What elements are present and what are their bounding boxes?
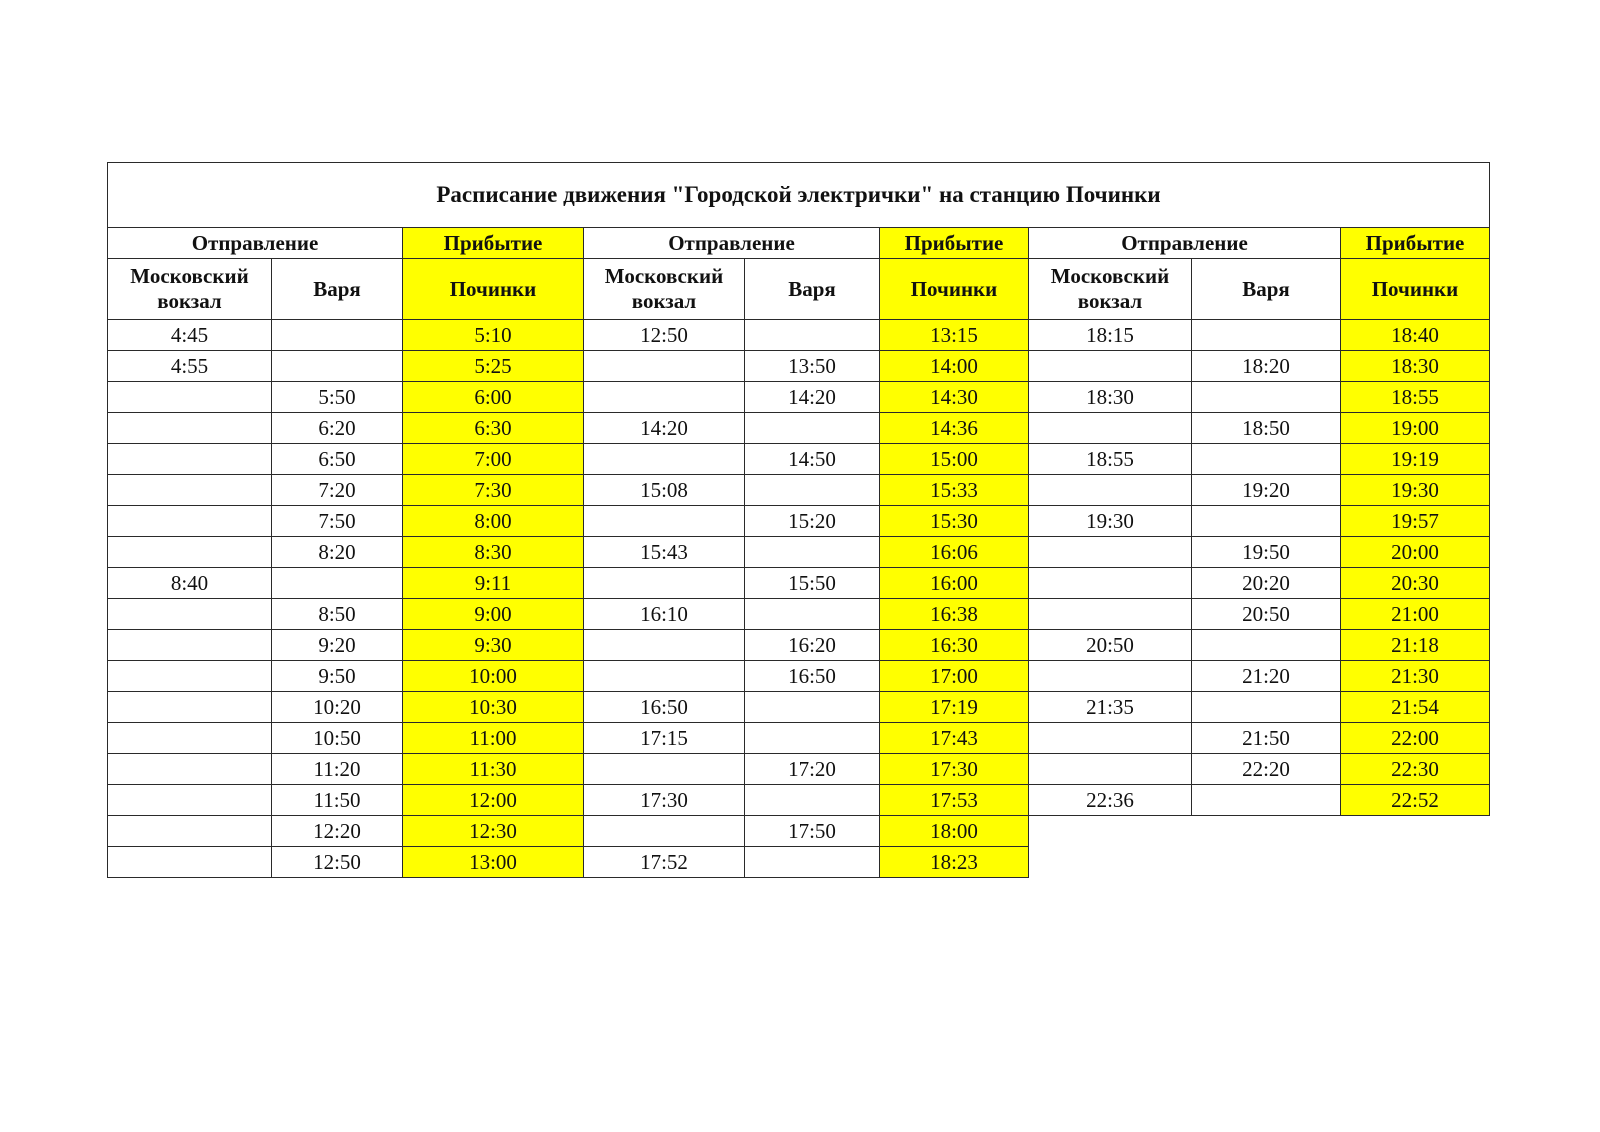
varya-cell: [745, 537, 880, 568]
departure-header-2: Отправление: [584, 228, 880, 259]
varya-cell: 7:20: [272, 475, 403, 506]
arrival-cell: 11:00: [403, 723, 584, 754]
station-header-row: [108, 259, 1490, 320]
varya-cell: [745, 847, 880, 878]
arrival-cell: 17:43: [880, 723, 1029, 754]
moscow-cell: 17:15: [584, 723, 745, 754]
varya-cell: 22:20: [1192, 754, 1341, 785]
varya-cell: [1192, 382, 1341, 413]
arrival-header-1: Прибытие: [403, 228, 584, 259]
moscow-cell: [108, 599, 272, 630]
moscow-cell: 18:55: [1029, 444, 1192, 475]
arrival-cell: 13:15: [880, 320, 1029, 351]
arrival-cell: 17:53: [880, 785, 1029, 816]
arrival-header-2: Прибытие: [880, 228, 1029, 259]
table-row: [108, 661, 1490, 692]
arrival-cell: 19:57: [1341, 506, 1490, 537]
varya-cell: [745, 413, 880, 444]
moscow-cell: 17:30: [584, 785, 745, 816]
moscow-line1: Московский: [130, 264, 249, 288]
varya-cell: 11:20: [272, 754, 403, 785]
varya-cell: 12:20: [272, 816, 403, 847]
moscow-cell: 8:40: [108, 568, 272, 599]
varya-cell: [1192, 320, 1341, 351]
varya-cell: 10:20: [272, 692, 403, 723]
varya-cell: 8:50: [272, 599, 403, 630]
moscow-cell: [108, 537, 272, 568]
moscow-cell: [1029, 537, 1192, 568]
varya-cell: [272, 568, 403, 599]
arrival-cell: 9:00: [403, 599, 584, 630]
moscow-cell: [108, 847, 272, 878]
arrival-cell: 22:30: [1341, 754, 1490, 785]
moscow-cell: [584, 816, 745, 847]
arrival-cell: 16:06: [880, 537, 1029, 568]
station-header-moscow-3: [1029, 259, 1192, 320]
moscow-cell: [108, 816, 272, 847]
moscow-cell: [1029, 413, 1192, 444]
arrival-cell: 11:30: [403, 754, 584, 785]
moscow-cell: 19:30: [1029, 506, 1192, 537]
arrival-cell: 13:00: [403, 847, 584, 878]
moscow-cell: [584, 382, 745, 413]
table-row: [108, 723, 1490, 754]
station-header-moscow-1: [108, 259, 272, 320]
station-header-varya-3: Варя: [1192, 259, 1341, 320]
varya-cell: [272, 351, 403, 382]
table-row: [108, 599, 1490, 630]
station-header-pochinki-2: Починки: [880, 259, 1029, 320]
arrival-cell: 6:30: [403, 413, 584, 444]
moscow-cell: [1029, 661, 1192, 692]
varya-cell: 10:50: [272, 723, 403, 754]
table-row: [108, 506, 1490, 537]
varya-cell: [745, 785, 880, 816]
arrival-cell: 7:30: [403, 475, 584, 506]
arrival-cell: 21:18: [1341, 630, 1490, 661]
arrival-cell: 18:00: [880, 816, 1029, 847]
table-row: [108, 444, 1490, 475]
varya-cell: 17:50: [745, 816, 880, 847]
moscow-cell: [108, 444, 272, 475]
arrival-cell: 20:00: [1341, 537, 1490, 568]
moscow-cell: [108, 475, 272, 506]
arrival-cell: 19:00: [1341, 413, 1490, 444]
moscow-line2: вокзал: [157, 289, 222, 313]
arrival-cell: 21:54: [1341, 692, 1490, 723]
arrival-cell: 15:33: [880, 475, 1029, 506]
moscow-cell: [584, 568, 745, 599]
table-row: [108, 816, 1490, 847]
varya-cell: 18:20: [1192, 351, 1341, 382]
moscow-cell: [108, 661, 272, 692]
moscow-cell: [108, 723, 272, 754]
varya-cell: 15:20: [745, 506, 880, 537]
table-row: [108, 537, 1490, 568]
arrival-cell: 8:00: [403, 506, 584, 537]
varya-cell: 17:20: [745, 754, 880, 785]
table-row: [108, 785, 1490, 816]
varya-cell: 6:50: [272, 444, 403, 475]
arrival-cell: 17:30: [880, 754, 1029, 785]
varya-cell: 9:50: [272, 661, 403, 692]
arrival-cell: 21:00: [1341, 599, 1490, 630]
arrival-cell: 18:30: [1341, 351, 1490, 382]
moscow-cell: [1029, 568, 1192, 599]
station-header-pochinki-1: Починки: [403, 259, 584, 320]
moscow-cell: 17:52: [584, 847, 745, 878]
moscow-cell: [584, 444, 745, 475]
arrival-cell: 8:30: [403, 537, 584, 568]
varya-cell: 19:50: [1192, 537, 1341, 568]
arrival-cell: 22:00: [1341, 723, 1490, 754]
varya-cell: 7:50: [272, 506, 403, 537]
moscow-line2: вокзал: [1077, 289, 1143, 313]
varya-cell: 16:50: [745, 661, 880, 692]
arrival-cell: 10:30: [403, 692, 584, 723]
arrival-cell: 12:00: [403, 785, 584, 816]
moscow-cell: 4:45: [108, 320, 272, 351]
moscow-cell: 14:20: [584, 413, 745, 444]
table-row: [108, 847, 1490, 878]
empty-space: [1029, 847, 1490, 878]
empty-space: [1029, 816, 1490, 847]
arrival-cell: 14:36: [880, 413, 1029, 444]
moscow-cell: [584, 630, 745, 661]
varya-cell: [1192, 630, 1341, 661]
arrival-cell: 14:30: [880, 382, 1029, 413]
moscow-cell: 4:55: [108, 351, 272, 382]
varya-cell: 20:50: [1192, 599, 1341, 630]
table-row: [108, 320, 1490, 351]
varya-cell: 5:50: [272, 382, 403, 413]
departure-header-3: Отправление: [1029, 228, 1341, 259]
varya-cell: 11:50: [272, 785, 403, 816]
arrival-cell: 16:30: [880, 630, 1029, 661]
varya-cell: [1192, 506, 1341, 537]
moscow-line2: вокзал: [631, 289, 697, 313]
varya-cell: [1192, 785, 1341, 816]
moscow-cell: [1029, 351, 1192, 382]
arrival-cell: 18:40: [1341, 320, 1490, 351]
varya-cell: 18:50: [1192, 413, 1341, 444]
varya-cell: 8:20: [272, 537, 403, 568]
varya-cell: 15:50: [745, 568, 880, 599]
arrival-header-3: Прибытие: [1341, 228, 1490, 259]
table-row: [108, 413, 1490, 444]
schedule-table: [107, 162, 1490, 878]
arrival-cell: 15:30: [880, 506, 1029, 537]
table-row: [108, 475, 1490, 506]
varya-cell: 14:50: [745, 444, 880, 475]
moscow-cell: 16:10: [584, 599, 745, 630]
table-row: [108, 754, 1490, 785]
varya-cell: [745, 475, 880, 506]
arrival-cell: 14:00: [880, 351, 1029, 382]
varya-cell: [745, 320, 880, 351]
moscow-cell: 22:36: [1029, 785, 1192, 816]
arrival-cell: 10:00: [403, 661, 584, 692]
varya-cell: [745, 692, 880, 723]
moscow-cell: 16:50: [584, 692, 745, 723]
varya-cell: [745, 599, 880, 630]
arrival-cell: 5:25: [403, 351, 584, 382]
moscow-line1: Московский: [1050, 264, 1170, 288]
table-row: [108, 351, 1490, 382]
table-row: [108, 382, 1490, 413]
arrival-cell: 22:52: [1341, 785, 1490, 816]
moscow-cell: 20:50: [1029, 630, 1192, 661]
moscow-cell: 15:43: [584, 537, 745, 568]
varya-cell: [272, 320, 403, 351]
station-header-moscow-2: [584, 259, 745, 320]
arrival-cell: 12:30: [403, 816, 584, 847]
moscow-cell: [108, 754, 272, 785]
station-header-varya-1: Варя: [272, 259, 403, 320]
arrival-cell: 18:55: [1341, 382, 1490, 413]
moscow-cell: 15:08: [584, 475, 745, 506]
varya-cell: 9:20: [272, 630, 403, 661]
varya-cell: 6:20: [272, 413, 403, 444]
moscow-cell: 18:30: [1029, 382, 1192, 413]
moscow-cell: 21:35: [1029, 692, 1192, 723]
varya-cell: 13:50: [745, 351, 880, 382]
moscow-cell: [108, 692, 272, 723]
moscow-cell: 12:50: [584, 320, 745, 351]
arrival-cell: 19:19: [1341, 444, 1490, 475]
arrival-cell: 21:30: [1341, 661, 1490, 692]
departure-header-1: Отправление: [108, 228, 403, 259]
arrival-cell: 16:00: [880, 568, 1029, 599]
moscow-cell: [584, 351, 745, 382]
schedule-title: Расписание движения "Городской электрички" на станцию Починки: [108, 163, 1490, 228]
arrival-cell: 9:11: [403, 568, 584, 599]
moscow-cell: [108, 382, 272, 413]
arrival-cell: 16:38: [880, 599, 1029, 630]
varya-cell: [745, 723, 880, 754]
moscow-cell: [584, 754, 745, 785]
moscow-cell: [1029, 475, 1192, 506]
moscow-cell: [108, 630, 272, 661]
varya-cell: [1192, 444, 1341, 475]
arrival-cell: 20:30: [1341, 568, 1490, 599]
varya-cell: 20:20: [1192, 568, 1341, 599]
table-row: [108, 568, 1490, 599]
varya-cell: [1192, 692, 1341, 723]
table-row: [108, 630, 1490, 661]
varya-cell: 12:50: [272, 847, 403, 878]
moscow-line1: Московский: [604, 264, 724, 288]
arrival-cell: 9:30: [403, 630, 584, 661]
moscow-cell: [108, 413, 272, 444]
moscow-cell: [108, 785, 272, 816]
station-header-pochinki-3: Починки: [1341, 259, 1490, 320]
varya-cell: 19:20: [1192, 475, 1341, 506]
arrival-cell: 17:19: [880, 692, 1029, 723]
moscow-cell: 18:15: [1029, 320, 1192, 351]
group-header-row: [108, 228, 1490, 259]
arrival-cell: 18:23: [880, 847, 1029, 878]
arrival-cell: 19:30: [1341, 475, 1490, 506]
arrival-cell: 6:00: [403, 382, 584, 413]
moscow-cell: [1029, 599, 1192, 630]
arrival-cell: 17:00: [880, 661, 1029, 692]
varya-cell: 21:20: [1192, 661, 1341, 692]
varya-cell: 16:20: [745, 630, 880, 661]
moscow-cell: [1029, 723, 1192, 754]
varya-cell: 14:20: [745, 382, 880, 413]
table-row: [108, 692, 1490, 723]
station-header-varya-2: Варя: [745, 259, 880, 320]
arrival-cell: 15:00: [880, 444, 1029, 475]
moscow-cell: [584, 506, 745, 537]
arrival-cell: 5:10: [403, 320, 584, 351]
moscow-cell: [108, 506, 272, 537]
moscow-cell: [1029, 754, 1192, 785]
varya-cell: 21:50: [1192, 723, 1341, 754]
moscow-cell: [584, 661, 745, 692]
arrival-cell: 7:00: [403, 444, 584, 475]
